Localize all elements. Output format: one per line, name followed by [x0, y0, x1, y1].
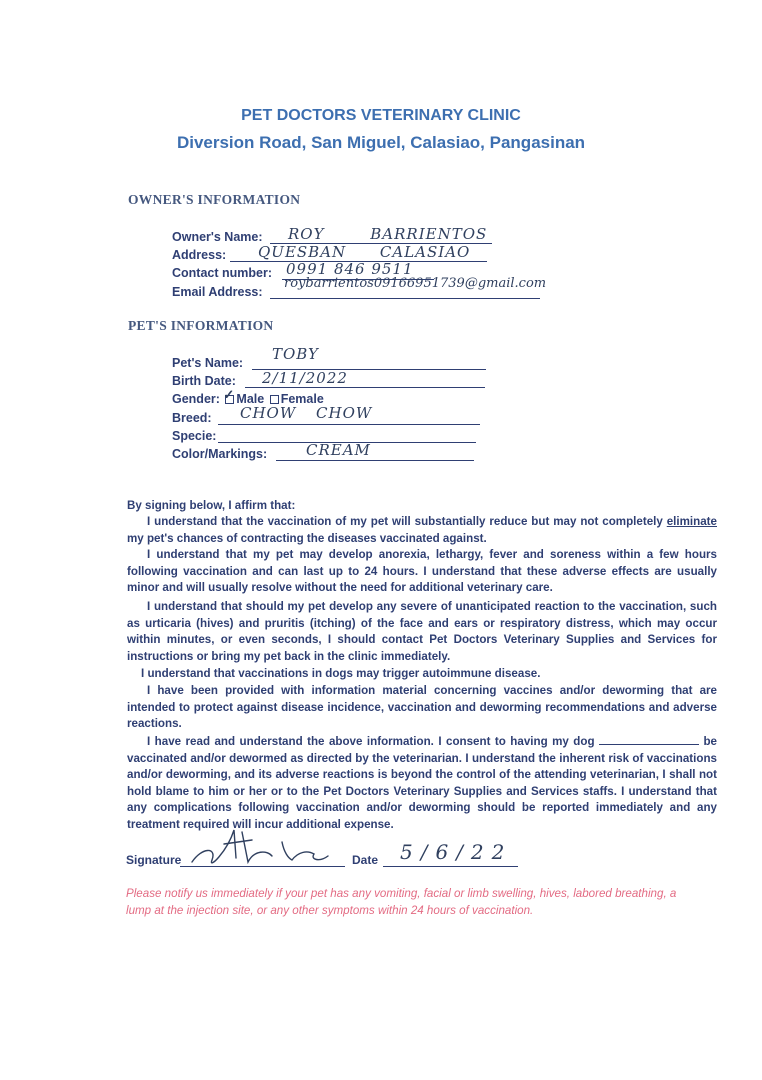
- breed-value[interactable]: CHOW CHOW: [240, 404, 373, 422]
- clinic-address: Diversion Road, San Miguel, Calasiao, Pangasinan: [176, 133, 586, 152]
- date-label: Date: [352, 853, 379, 867]
- female-checkbox[interactable]: [270, 395, 279, 404]
- check-mark-icon: ✓: [223, 387, 235, 402]
- pet-name-label: Pet's Name:: [172, 356, 244, 370]
- color-value[interactable]: CREAM: [306, 441, 371, 459]
- contact-value[interactable]: 0991 846 9511: [286, 260, 414, 278]
- address-value[interactable]: QUESBAN CALASIAO: [258, 243, 471, 261]
- handwritten-signature[interactable]: [172, 822, 342, 874]
- owner-name-value[interactable]: ROY BARRIENTOS: [288, 225, 488, 243]
- affirm-paragraph-2: I understand that my pet may develop anorexia, lethargy, fever and soreness within a few hours following vaccination and can last up to 24 hours. I understand that these adverse effects are usually minor and will usually resolve without the need for additional veterinary care.: [127, 548, 717, 595]
- breed-label: Breed:: [172, 411, 212, 425]
- birth-date-line: [245, 387, 485, 388]
- email-value[interactable]: roybarrientos09166951739@gmail.com: [284, 276, 547, 291]
- pet-section-title: PET'S INFORMATION: [128, 318, 274, 333]
- contact-label: Contact number:: [172, 266, 272, 280]
- affirm-intro: By signing below, I affirm that:: [127, 499, 296, 512]
- affirm-paragraph-6: I have read and understand the above information. I consent to having my dog be vaccinated and/or dewormed as directed by the veterinarian. I understand the inherent risk of vaccinations and/or deworming, and its adverse reactions is beyond the control of the attending veterinarian, I shall not hold blame to him or her or to the Pet Doctors Veterinary Supplies and Services staffs. I understand that any complications following vaccination and/or deworming should be reported immediately and any treatment required will incur additional expense.: [127, 735, 717, 831]
- eliminate-word: eliminate: [666, 515, 717, 528]
- date-line: [383, 866, 518, 867]
- affirm-paragraph-4: I understand that vaccinations in dogs may trigger autoimmune disease.: [141, 667, 541, 680]
- email-line: [270, 298, 540, 299]
- owner-section-title: OWNER'S INFORMATION: [128, 192, 301, 207]
- signature-label: Signature: [126, 853, 182, 867]
- birth-date-label: Birth Date:: [172, 374, 236, 388]
- male-checkbox[interactable]: [223, 387, 236, 406]
- address-label: Address:: [172, 248, 227, 262]
- breed-line: [218, 424, 480, 425]
- dog-name-blank[interactable]: [599, 735, 699, 745]
- gender-label: Gender:: [172, 392, 220, 406]
- birth-date-value[interactable]: 2/11/2022: [262, 369, 348, 387]
- specie-label: Specie:: [172, 429, 217, 443]
- gender-female-label: Female: [280, 392, 324, 406]
- owner-name-label: Owner's Name:: [172, 230, 263, 244]
- affirm-paragraph-1: I understand that the vaccination of my pet will substantially reduce but may not completely eliminate my pet's chances of contracting the diseases vaccinated against.: [127, 515, 717, 545]
- date-value[interactable]: 5/6/22: [400, 840, 513, 864]
- affirm-paragraph-3: I understand that should my pet develop any severe of unanticipated reaction to the vaccination, such as urticaria (hives) and pruritis (itching) of the face and ears or respiratory distress, which may occur within minutes, or even seconds, I should contact Pet Doctors Veterinary Supplies and Services for instructions or bring my pet back in the clinic immediately.: [127, 600, 717, 663]
- clinic-name: PET DOCTORS VETERINARY CLINIC: [241, 107, 521, 124]
- pet-name-value[interactable]: TOBY: [272, 345, 319, 363]
- affirm-paragraph-5: I have been provided with information material concerning vaccines and/or deworming that are intended to protect against disease incidence, vaccination and deworming recommendations and adverse reactions.: [127, 684, 717, 731]
- email-label: Email Address:: [172, 285, 263, 299]
- color-label: Color/Markings:: [172, 447, 268, 461]
- color-line: [276, 460, 474, 461]
- post-vaccination-notice: Please notify us immediately if your pet has any vomiting, facial or limb swelling, hives, labored breathing, a lump at the injection site, or any other symptoms within 24 hours of vaccination.: [126, 887, 677, 917]
- gender-male-label: Male: [236, 392, 265, 406]
